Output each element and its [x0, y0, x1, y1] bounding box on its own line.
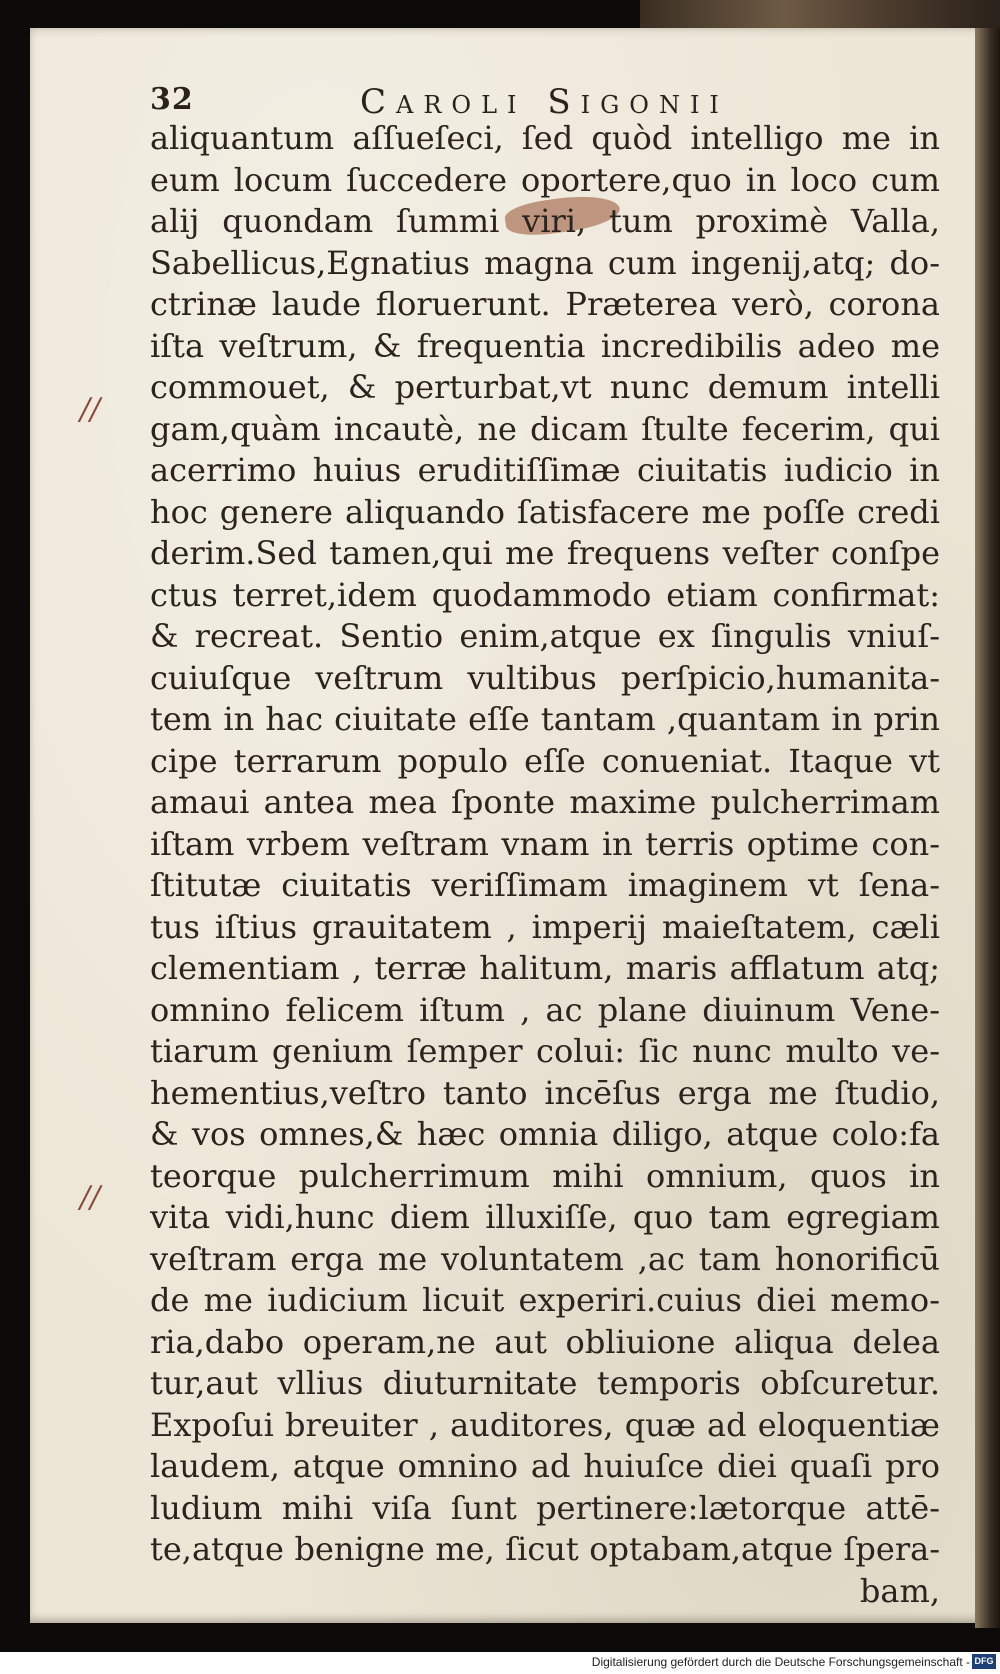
book-edge-top [640, 0, 1000, 30]
text-line: Expoſui breuiter , auditores, quæ ad eloquentiæ [150, 1405, 940, 1444]
text-line: ctrinæ laude floruerunt. Præterea verò, corona [150, 285, 940, 323]
text-line: laudem, atque omnino ad huiuſce diei quaſi pro [150, 1447, 940, 1485]
text-line: amaui antea mea ſponte maxime pulcherrimam [150, 783, 940, 821]
text-line: iſtam vrbem veſtram vnam in terris optime con- [150, 824, 940, 863]
text-line: eum locum ſuccedere oportere,quo in loco cum [150, 160, 940, 199]
running-title: Caroli Sigonii [360, 82, 729, 122]
text-line: alij quondam ſummi viri, tum proximè Valla, [150, 202, 940, 240]
text-line: & vos omnes,& hæc omnia diligo, atque colo:fa [150, 1115, 940, 1153]
dfg-logo-icon: DFG [972, 1654, 996, 1669]
text-line: acerrimo huius eruditiſſimæ ciuitatis iudicio in [150, 451, 940, 489]
text-line: te,atque benigne me, ſicut optabam,atque ſpera- [150, 1530, 940, 1568]
text-line: ludium mihi viſa ſunt pertinere:lætorque attē- [150, 1488, 940, 1527]
footer-credit: Digitalisierung gefördert durch die Deutsche Forschungsgemeinschaft - [591, 1655, 970, 1669]
text-line: veſtram erga me voluntatem ,ac tam honorificū [150, 1239, 940, 1278]
text-line: vita vidi,hunc diem illuxiſſe, quo tam egregiam [150, 1198, 940, 1236]
text-line: ria,dabo operam,ne aut obliuione aliqua delea [150, 1322, 940, 1361]
text-line: & recreat. Sentio enim,atque ex ſingulis vniuſ- [150, 617, 940, 655]
page-body-text [150, 118, 940, 1612]
text-line: tem in hac ciuitate eſſe tantam ,quantam in prin [150, 700, 940, 738]
text-line: aliquantum aſſueſeci, ſed quòd intelligo me in [150, 119, 940, 157]
text-line: derim.Sed tamen,qui me frequens veſter conſpe [150, 534, 940, 572]
text-line: cuiuſque veſtrum vultibus perſpicio,humanita- [150, 658, 940, 697]
margin-mark: // [80, 1180, 101, 1215]
text-line: Sabellicus,Egnatius magna cum ingenij,atq; do- [150, 243, 940, 282]
text-line: hementius,veſtro tanto incēſus erga me ſtudio, [150, 1073, 940, 1112]
text-line: hoc genere aliquando ſatisfacere me poſſe credi [150, 492, 940, 531]
book-edge-right [975, 28, 1000, 1628]
text-line-catchword: bam, [859, 1571, 940, 1610]
text-line: tur,aut vllius diuturnitate temporis obſcuretur. [150, 1364, 940, 1402]
text-line: cipe terrarum populo eſſe conueniat. Itaque vt [150, 741, 940, 780]
text-line: iſta veſtrum, & frequentia incredibilis adeo me [150, 326, 940, 365]
text-line: ctus terret,idem quodammodo etiam confirmat: [150, 575, 940, 614]
text-line: teorque pulcherrimum mihi omnium, quos in [150, 1156, 940, 1195]
text-line: de me iudicium licuit experiri.cuius diei memo- [150, 1281, 940, 1319]
text-line: omnino felicem iſtum , ac plane diuinum Vene- [150, 990, 940, 1029]
page-number: 32 [150, 82, 194, 117]
text-line: clementiam , terræ halitum, maris afflatum atq; [150, 949, 940, 987]
text-line: ſtitutæ ciuitatis veriſſimam imaginem vt ſena- [150, 866, 940, 904]
text-line: gam,quàm incautè, ne dicam ſtulte fecerim, qui [150, 409, 940, 448]
margin-mark: // [80, 392, 101, 427]
text-line: tus iſtius grauitatem , imperij maieſtatem, cæli [150, 907, 940, 946]
text-line: commouet, & perturbat,vt nunc demum intelli [150, 368, 940, 406]
text-line: tiarum genium ſemper colui: ſic nunc multo ve- [150, 1032, 940, 1070]
